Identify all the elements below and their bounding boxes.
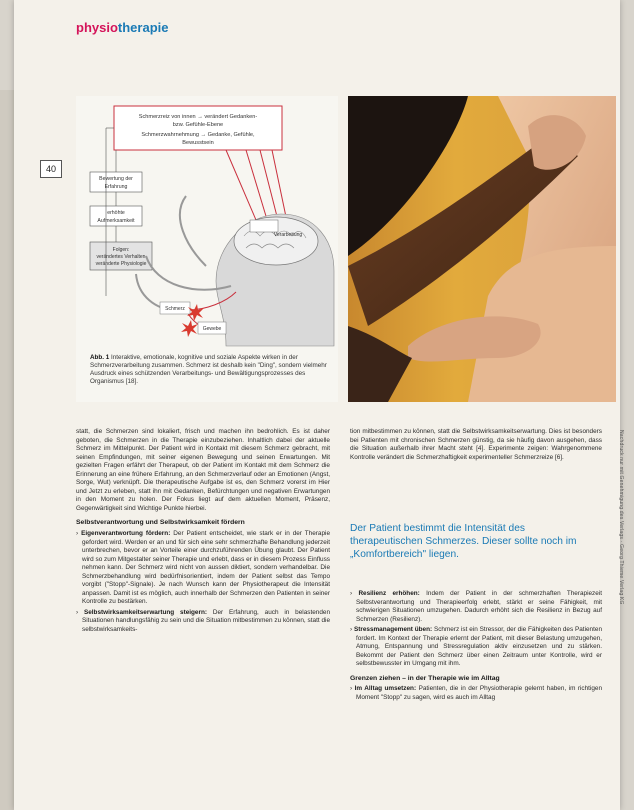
figure-caption <box>90 354 330 386</box>
left-bullet-2: › Selbstwirksamkeitserwartung steigern: Der Erfahrung, auch in belastenden Situationen handlungsfähig zu sein und die Situation mitbestimmen zu können, statt die selbstwirksamkeits- <box>76 608 330 634</box>
side-box-1-line2: Erfahrung <box>104 184 128 190</box>
right-column-top <box>350 428 602 464</box>
therapy-photo <box>348 96 616 402</box>
journal-header <box>76 20 168 35</box>
box1-line1: Schmerzreiz von innen → verändert Gedanken- <box>138 114 258 120</box>
pain-label-2: Gewebe <box>202 326 222 332</box>
copyright-sidebar: Nachdruck nur mit Genehmigung des Verlags · Georg Thieme Verlag KG <box>618 430 624 605</box>
left-bullet-1: › Eigenverantwortung fördern: Der Patient entscheidet, wie stark er in der Therapie gefordert wird. Werden er an und für sich eine sehr schmerzhafte Behandlung jederzeit unterbrechen, bevor er an Vorteile einer durchzuführenden Übung glaubt. Der Patient wird so zum Mitgestalter seiner Therapie und erlebt, dass er in diesem Prozess Einfluss nehmen kann. Der Schmerz wird nicht von aussen diktiert, sondern verhandelbar. Die Schmerzbehandlung wird bedürfnisorientiert, indem der Patient selbst das Tempo vorgibt ("Stopp"-Signale). Je nach Wunsch kann der Physiotherapeut die Intensität anpassen. Damit ist es möglich, auch innerhalb der Schmerzen den Patienten in seiner Kontrolle zu bestärken. <box>76 530 330 606</box>
header-suffix: therapie <box>117 20 169 35</box>
caption-label: Abb. 1 <box>90 354 110 361</box>
right-bullet-last-title: Im Alltag umsetzen: <box>354 685 417 693</box>
right-bullet-last: › Im Alltag umsetzen: Patienten, die in der Physiotherapie gelernt haben, im richtigen Moment "Stopp" zu sagen, wird es auch im Alltag <box>350 685 603 702</box>
left-bullet-1-text: Der Patient entscheidet, wie stark er in der Therapie gefordert wird. Werden er an und für sich eine sehr schmerzhafte Behandlung jederzeit unterbrechen, bevor er an Vorteile einer durchzuführenden Übung glaubt. Der Patient wird so zum Mitgestalter seiner Therapie und erlebt, dass er in diesem Prozess Einfluss nehmen kann. Der Schmerz wird nicht von aussen diktiert, sondern verhandelbar. Die Schmerzbehandlung wird bedürfnisorientiert, indem der Patient selbst das Tempo vorgibt ("Stopp"-Signale). Je nach Wunsch kann der Physiotherapeut die Intensität anpassen. Damit ist es möglich, auch innerhalb der Schmerzen den Patienten in seiner Kontrolle zu bestärken. <box>82 530 330 606</box>
right-heading: Grenzen ziehen – in der Therapie wie im Alltag <box>350 674 500 682</box>
brain-label: Verarbeitung <box>273 232 303 238</box>
left-paragraph: statt, die Schmerzen sind lokaliert, frisch und machen ihn bedrohlich. Es ist daher geboten, die Schmerzen in die Therapie einzubeziehen. Inhaltlich dabei der aktuelle Schmerz im Mittelpunkt. Der Patient wird in Kontakt mit diesem Schmerz gebracht, mit seinen Empfindungen, mit seiner eigenen Bewegung und seinen Erwartungen. Mit gezielten Fragen erfährt der Therapeut, ob der Patient im Kontakt mit dem Schmerz die Erinnerung an eine frühere Erfahrung, an den Schmerzverlauf oder an Emotionen (Angst, Sorge, Wut) verknüpft. Die therapeutische Aufgabe ist es, den Schmerz vorerst im Hier und Jetzt zu erleben, statt ihn mit Gedanken, Befürchtungen und negativen Erwartungen in den Moment zu holen. Der Fokus liegt auf dem aktuellen Moment, Präsenz, Gegenwärtigkeit sind Wichtige Punkte hierbei. <box>76 428 330 512</box>
pain-processing-diagram <box>76 96 338 396</box>
box1-line2: bzw. Gefühle-Ebene <box>172 122 224 128</box>
right-bullet-2: › Stressmanagement üben: Schmerz ist ein Stressor, der die Fähigkeiten des Patienten fordert. Im Kontext der Therapie erlernt der Patient, mit dieser Belastung umzugehen, Atmung, Entspannung und Stressregulation aktiv einzusetzen und zu stärken. Bekommt der Patient den Schmerz über einen Zeitraum unter Kontrolle, wird er selbstbewusster im Umgang mit ihm. <box>350 626 602 668</box>
feedback-arrow-1 <box>180 196 206 266</box>
pain-label-1: Schmerz <box>165 306 185 312</box>
right-column-bottom <box>350 590 602 705</box>
side-box-3-line2: verändertes Verhalten <box>96 254 146 260</box>
right-bullet-2-text: Schmerz ist ein Stressor, der die Fähigkeiten des Patienten fordert. Im Kontext der Therapie erlernt der Patient, mit dieser Belastung umzugehen, Atmung, Entspannung und Stressregulation aktiv einzusetzen und zu stärken. Bekommt der Patient den Schmerz über einen Zeitraum unter Kontrolle, wird er selbstbewusster im Umgang mit ihm. <box>356 626 602 668</box>
right-bullet-1-text: Indem der Patient in der schmerzhaften Therapiezeit Selbstverantwortung und Therapieerfolg erlebt, stärkt er seine Fähigkeit, mit schwierigen Situationen umzugehen. Dadurch erhöht sich die Resilienz in Bezug auf Schmerzen (Resilienz). <box>356 590 602 623</box>
header-prefix: physio <box>76 20 118 35</box>
pull-quote: Der Patient bestimmt die Intensität des therapeutischen Schmerzes. Dieser sollte noch im „Komfortbereich" liegen. <box>350 523 577 560</box>
brain-inset <box>250 220 278 232</box>
left-bullet-1-title: Eigenverantwortung fördern: <box>81 530 171 538</box>
figure-diagram <box>76 96 338 402</box>
right-paragraph: tion mitbestimmen zu können, statt die Selbstwirksamkeitserwartung. Dies ist besonders bei Patienten mit chronischen Schmerzen günstig, da sie häufig davon ausgehen, dass die Situation außerhalb ihrer Macht steht [4]. Experimente zeigen: Wahrgenommene Kontrolle verändert die Schmerzhaftigkeit experimenteller Schmerzreize [6]. <box>350 428 602 461</box>
caption-text: Interaktive, emotionale, kognitive und soziale Aspekte wirken in der Schmerzverarbeitung zusammen. Schmerz ist deshalb kein "Ding", sondern vielmehr Ausdruck eines schützenden Verarbeitungs- und Bewältigungsprozesses des Organismus [18]. <box>90 354 327 385</box>
left-bullet-2-text: Der Erfahrung, auch in belastenden Situationen handlungsfähig zu sein und die Situation mitbestimmen zu können, statt die selbstwirksamkeits- <box>82 608 330 634</box>
document-page <box>14 0 624 810</box>
side-box-1-line1: Bewertung der <box>99 176 133 182</box>
therapy-photo-image <box>348 96 616 402</box>
side-box-2-line1: erhöhte <box>107 210 125 216</box>
box2-line2: Bewusstsein <box>182 140 214 146</box>
page-gutter <box>0 90 14 810</box>
box2-line1: Schmerzwahrnehmung → Gedanke, Gefühle, <box>141 132 255 138</box>
page-number: 40 <box>40 160 62 178</box>
left-heading: Selbstverantwortung und Selbstwirksamkeit fördern <box>76 519 245 527</box>
left-column <box>76 428 330 637</box>
right-bullet-1: › Resilienz erhöhen: Indem der Patient in der schmerzhaften Therapiezeit Selbstverantwortung und Therapieerfolg erlebt, stärkt er seine Fähigkeit, mit schwierigen Situationen umzugehen. Dadurch erhöht sich die Resilienz in Bezug auf Schmerzen (Resilienz). <box>350 590 602 623</box>
right-bullet-last-text: Patienten, die in der Physiotherapie gelernt haben, im richtigen Moment "Stopp" zu sagen, wird es auch im Alltag <box>356 685 603 702</box>
left-bullet-2-title: Selbstwirksamkeitserwartung steigern: <box>83 608 208 616</box>
side-box-3-line3: veränderte Physiologie <box>95 261 147 267</box>
right-bullet-1-title: Resilienz erhöhen: <box>358 590 420 597</box>
side-box-2-line2: Aufmerksamkeit <box>97 218 135 224</box>
right-bullet-2-title: Stressmanagement üben: <box>353 626 433 634</box>
side-box-3-line1: Folgen: <box>112 247 130 253</box>
